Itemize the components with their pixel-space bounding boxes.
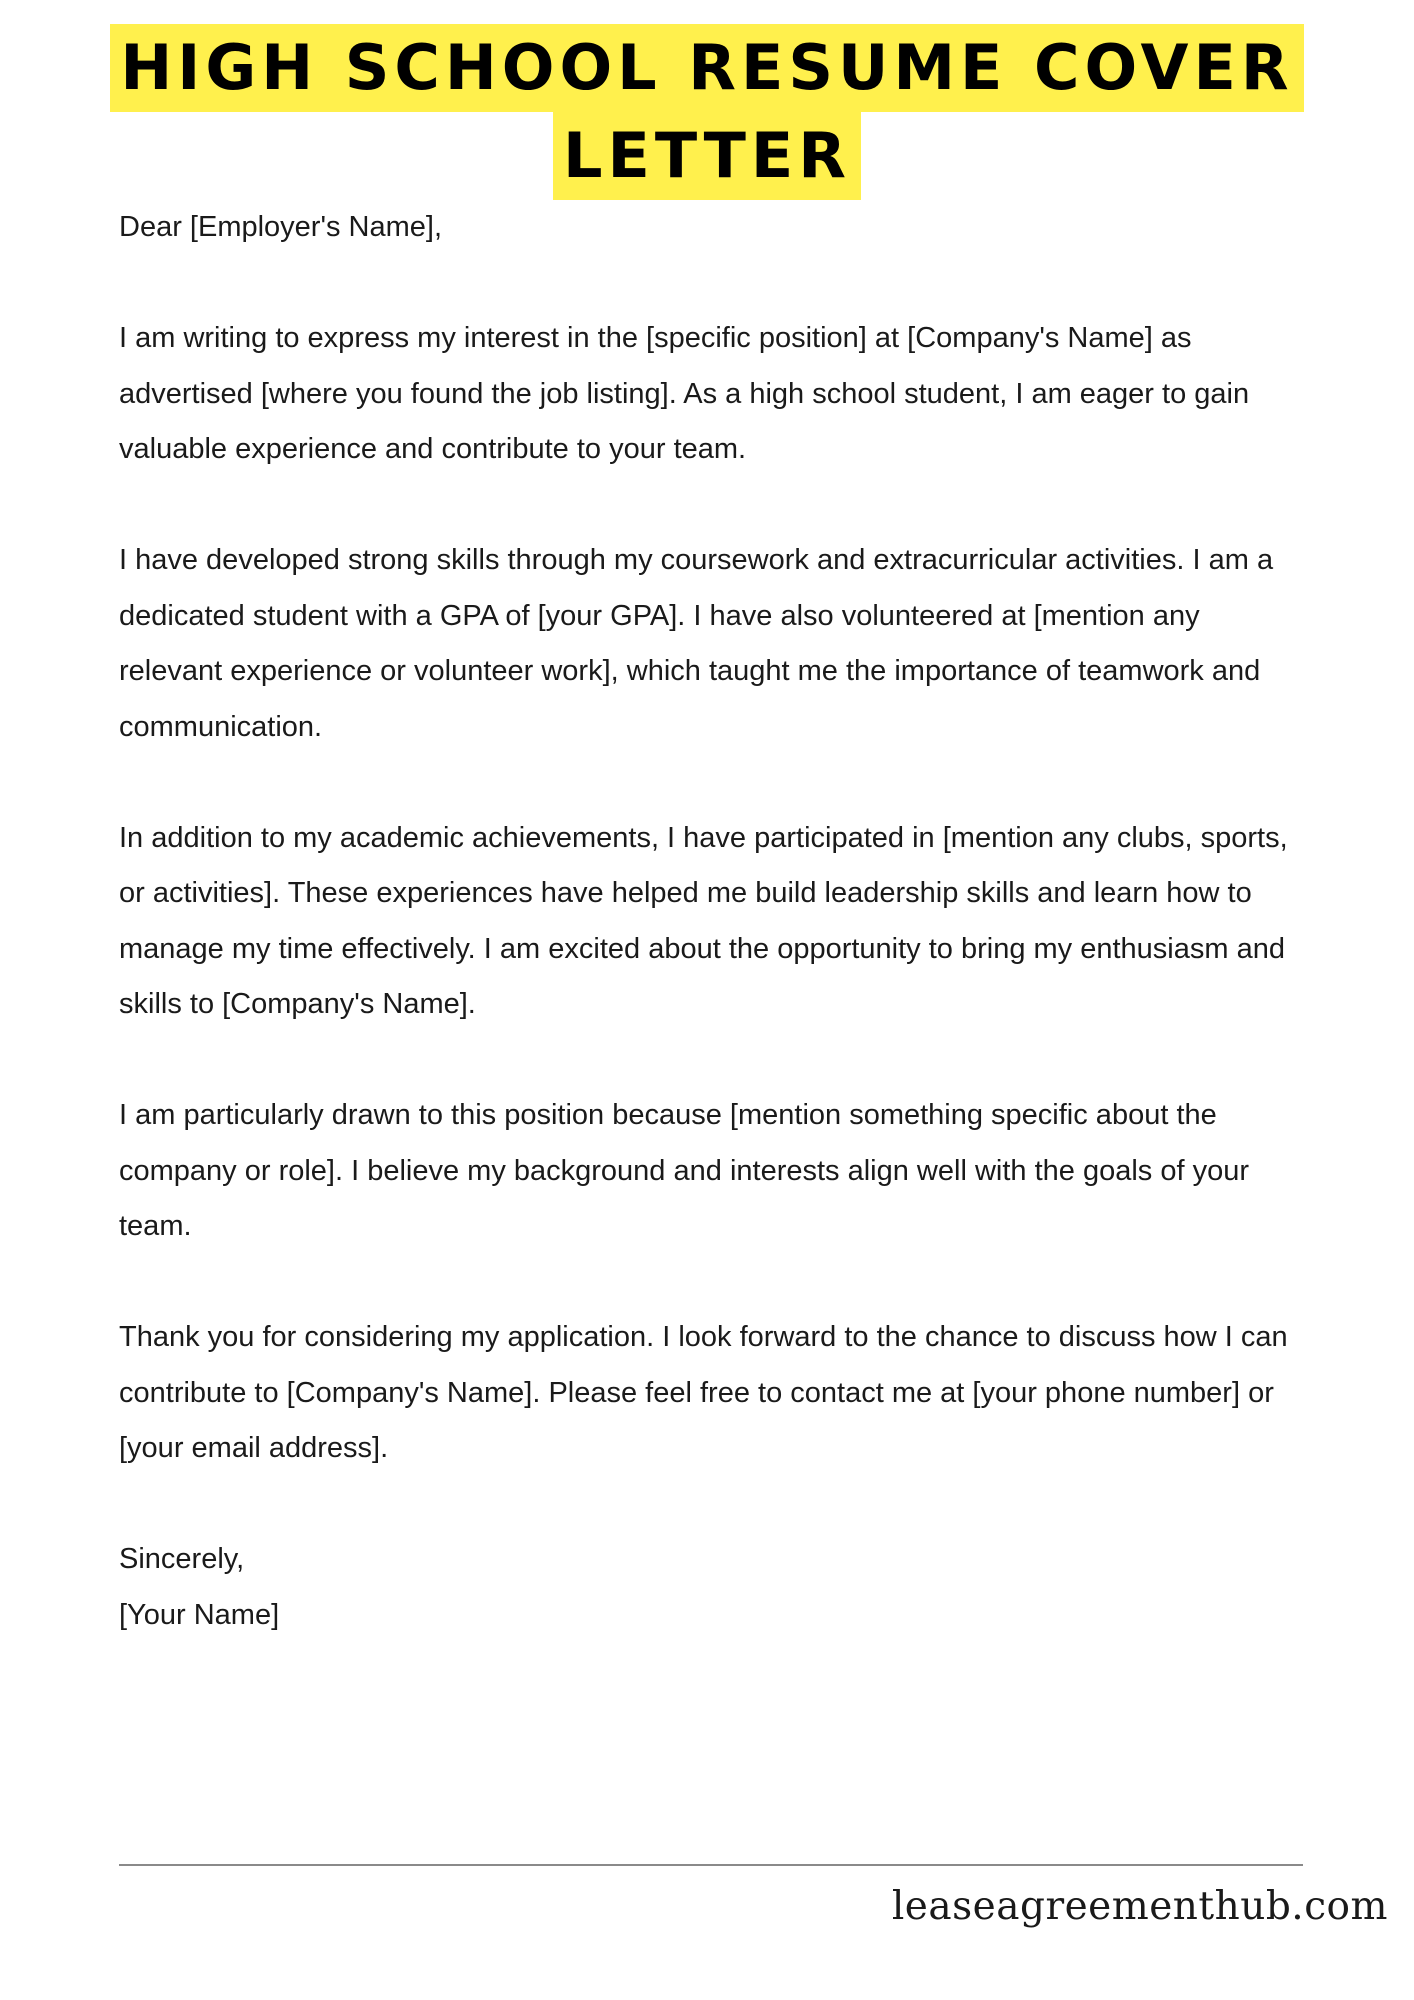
- footer-divider: [119, 1864, 1303, 1866]
- paragraph-1: I am writing to express my interest in the [specific position] at [Company's Name] as advertised [where you found the job listing]. As a high school student, I am eager to gain valuable experience and contribute to your team.: [119, 322, 1250, 465]
- letter-body: [119, 200, 1309, 1643]
- paragraph-2: I have developed strong skills through my coursework and extracurricular activities. I am a dedicated student with a GPA of [your GPA]. I have also volunteered at [mention any relevant experience or volunteer work], which taught me the importance of teamwork and communication.: [119, 544, 1274, 743]
- footer-website: leaseagreementhub.com: [891, 1884, 1388, 1929]
- paragraph-3: In addition to my academic achievements, I have participated in [mention any clubs, sports, or activities]. These experiences have helped me build leadership skills and learn how to manage my time effectively. I am excited about the opportunity to bring my enthusiasm and skills to [Company's Name].: [119, 821, 1288, 1020]
- document-title: [0, 24, 1414, 200]
- paragraph-4: I am particularly drawn to this position because [mention something specific about the company or role]. I believe my background and interests align well with the goals of your team.: [119, 1099, 1249, 1242]
- salutation: Dear [Employer's Name],: [119, 211, 443, 243]
- signature: [Your Name]: [119, 1598, 280, 1631]
- title-line-1: HIGH SCHOOL RESUME COVER: [110, 24, 1303, 112]
- paragraph-5: Thank you for considering my application. I look forward to the chance to discuss how I can contribute to [Company's Name]. Please feel free to contact me at [your phone number] or [your email address].: [119, 1321, 1288, 1464]
- title-line-2: LETTER: [553, 112, 861, 200]
- closing: Sincerely,: [119, 1543, 245, 1575]
